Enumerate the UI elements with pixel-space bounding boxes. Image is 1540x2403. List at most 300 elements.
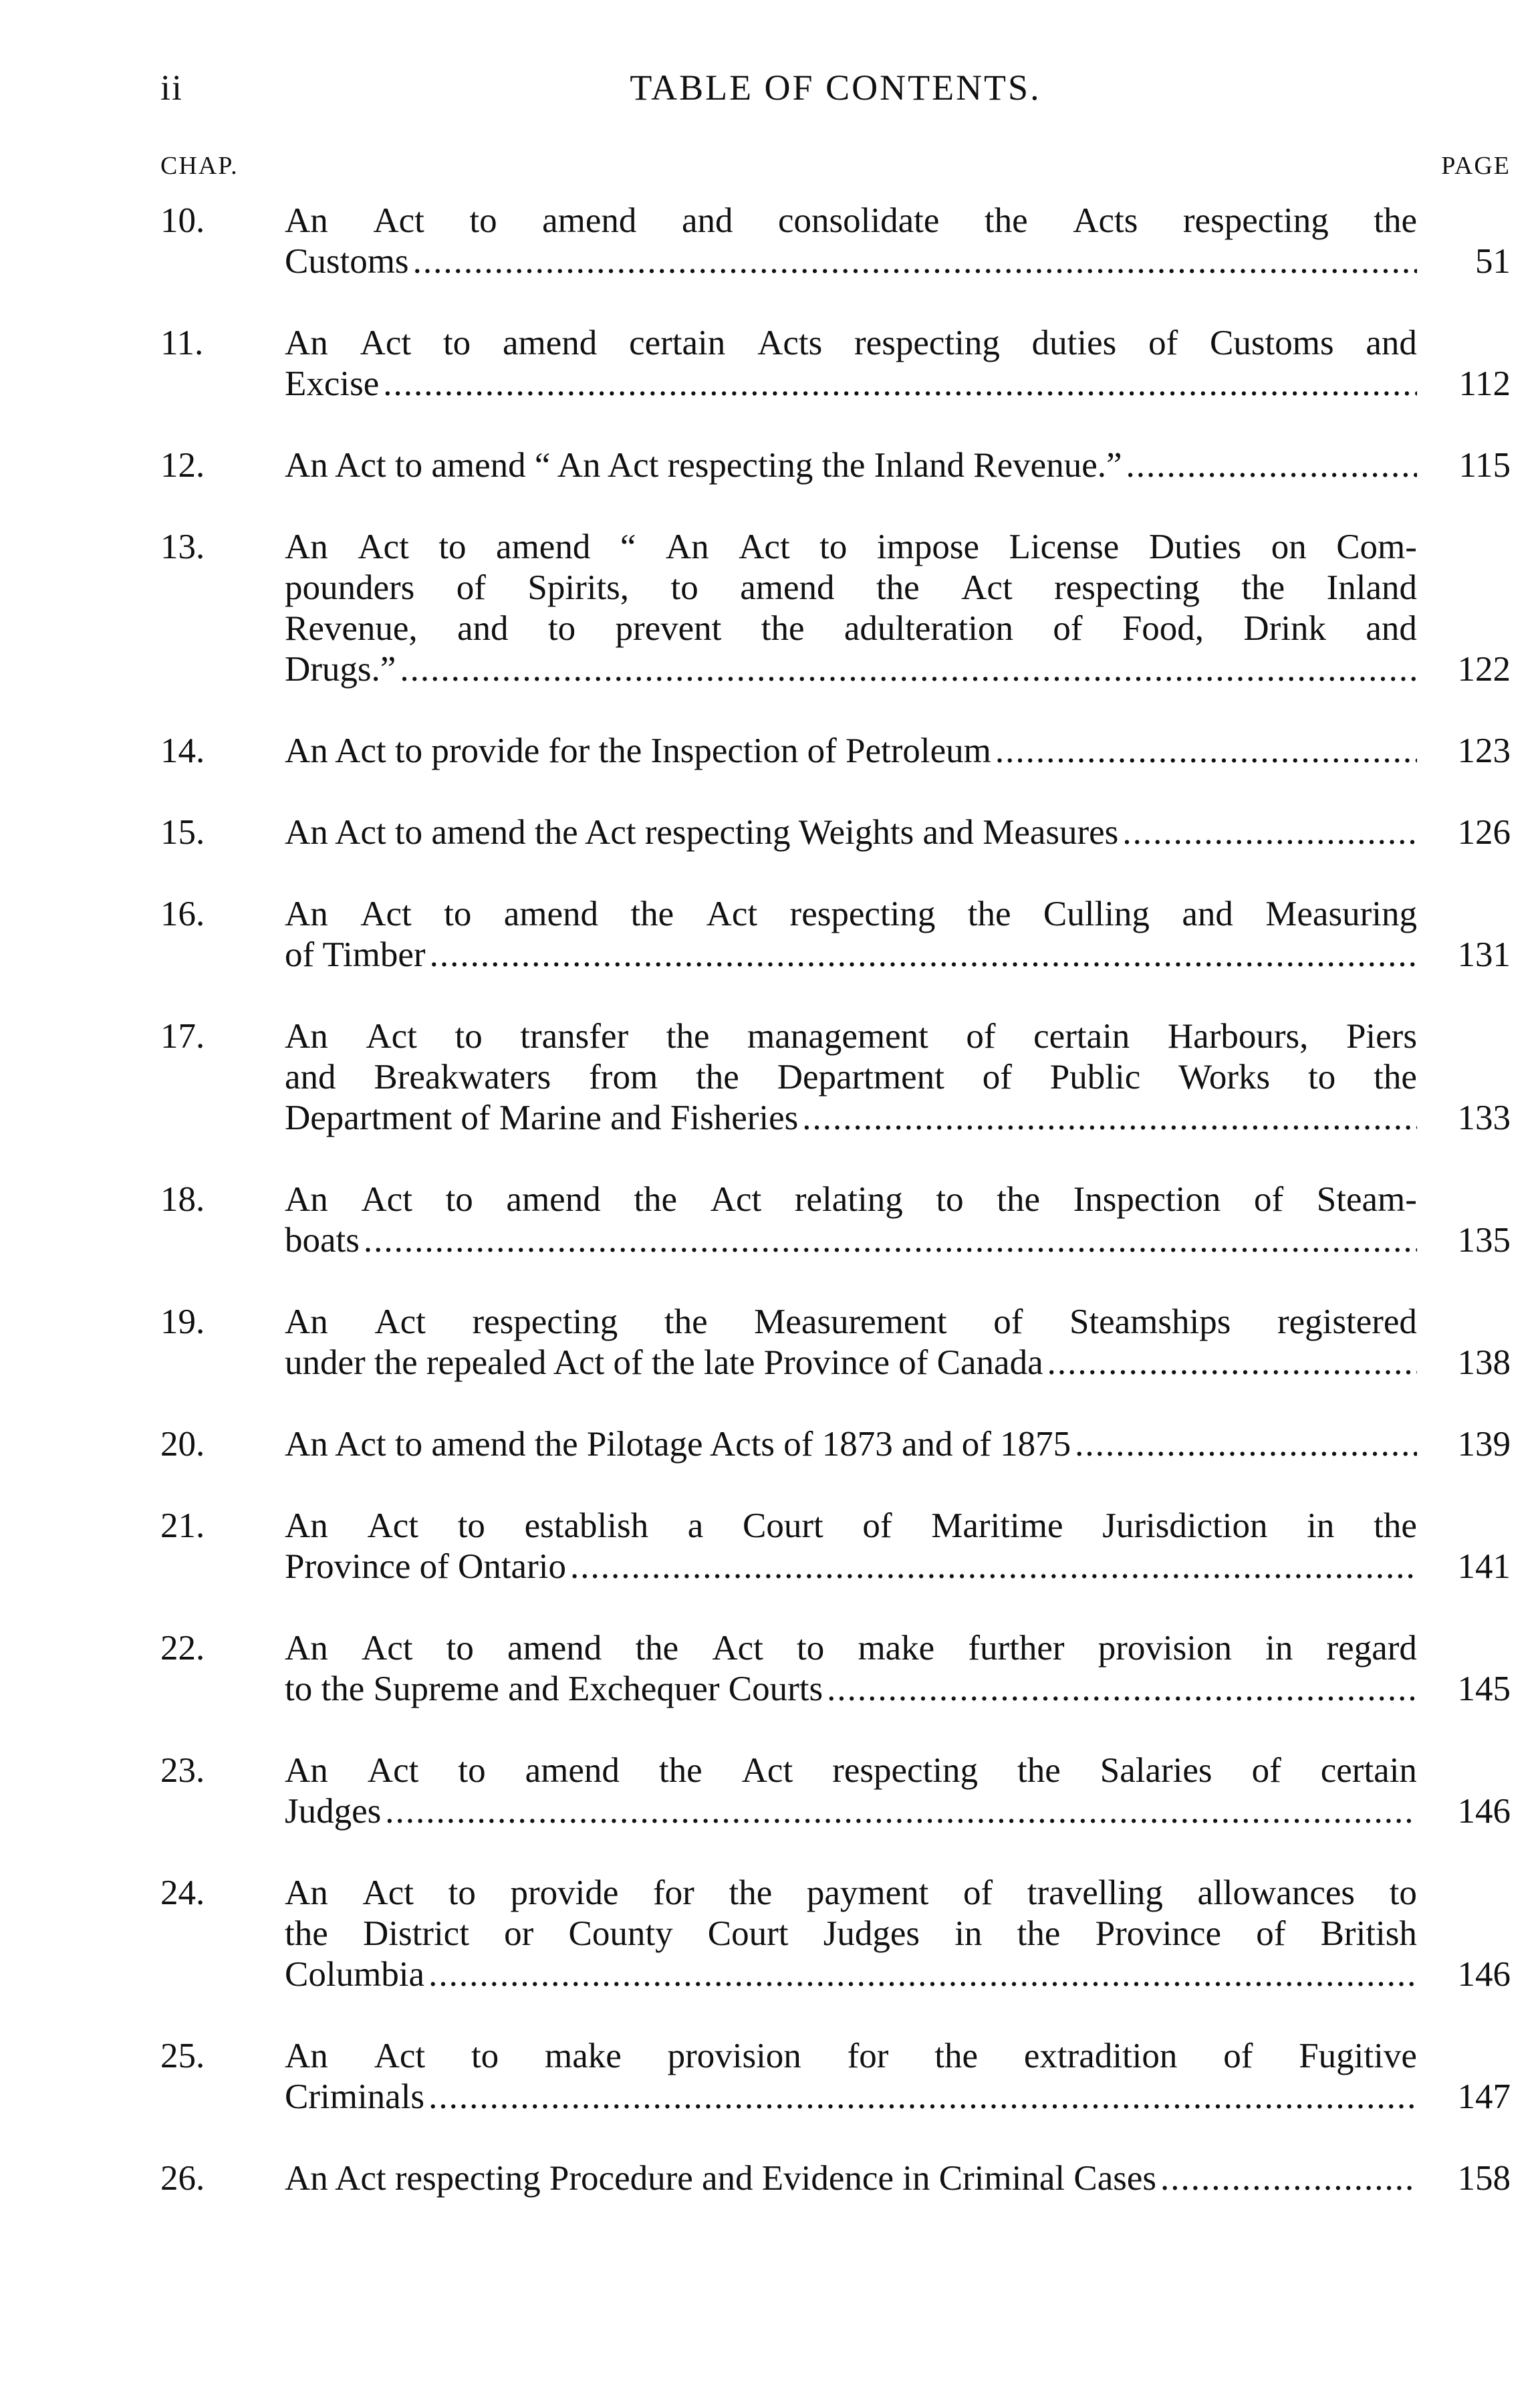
entry-word: Act (360, 324, 412, 362)
entry-word: amend (502, 324, 598, 362)
entry-line (285, 445, 1417, 486)
entry-word: to (442, 324, 471, 362)
entry-line (285, 1750, 1417, 1791)
toc-entry (160, 1506, 1511, 1587)
toc-entry (160, 894, 1511, 976)
entry-line-text: Department of Marine and Fisheries (285, 1099, 799, 1137)
entry-word: and (1366, 324, 1417, 362)
entry-word: further (968, 1629, 1065, 1668)
entry-word: respecting (854, 324, 1000, 362)
entry-word: An (285, 324, 328, 362)
entry-title (285, 812, 1417, 853)
entry-title (285, 1179, 1417, 1261)
entry-word: Food, (1122, 609, 1204, 648)
entry-word: in (1307, 1506, 1335, 1545)
entry-word: An (285, 1506, 328, 1545)
chapter-number: 13. (160, 528, 205, 566)
dot-leader (430, 935, 1417, 976)
entry-word: relating (794, 1180, 903, 1219)
entry-word: to (471, 2037, 499, 2075)
entry-line-text: Columbia (285, 1955, 425, 1994)
entry-word: Piers (1345, 1017, 1417, 1056)
dot-leader (364, 1220, 1417, 1261)
toc-entry (160, 1750, 1511, 1832)
dot-leader (1075, 1424, 1417, 1465)
entry-word: An (285, 1180, 328, 1219)
entry-word: Drink (1243, 609, 1327, 648)
entry-word: amend (740, 568, 835, 607)
entry-word: to (936, 1180, 964, 1219)
entry-word: Fugitive (1299, 2037, 1417, 2075)
entry-word: Department (777, 1058, 944, 1097)
entry-word: Court (743, 1506, 823, 1545)
entry-word: of (1251, 1751, 1281, 1790)
entry-word: of (966, 1017, 996, 1056)
toc-entry (160, 201, 1511, 282)
entry-word: payment (806, 1873, 929, 1912)
page-reference: 123 (1457, 731, 1511, 770)
dot-leader (827, 1669, 1417, 1710)
entry-word: transfer (520, 1017, 629, 1056)
entry-word: the (666, 1017, 710, 1056)
page-reference: 146 (1457, 1792, 1511, 1831)
entry-word: management (747, 1017, 928, 1056)
entry-word: An (285, 528, 328, 566)
entry-word: the (635, 1629, 679, 1668)
entry-word: Act (712, 1629, 763, 1668)
entry-word: Act (362, 1873, 414, 1912)
entry-line (285, 323, 1417, 364)
entry-word: respecting (472, 1302, 618, 1341)
running-head (160, 67, 1511, 120)
entry-word: the (761, 609, 805, 648)
dot-leader (1122, 812, 1417, 853)
page-reference: 146 (1457, 1955, 1511, 1994)
entry-word: extradition (1023, 2037, 1178, 2075)
entry-word: Customs (1210, 324, 1334, 362)
entry-word: Act (373, 201, 424, 240)
entry-word: the (1374, 201, 1417, 240)
entry-line (285, 568, 1417, 608)
dot-leader (383, 364, 1417, 405)
entry-line (285, 2077, 1417, 2118)
page-reference: 122 (1457, 650, 1511, 689)
entry-line-text: Excise (285, 364, 380, 403)
entry-word: Breakwaters (374, 1058, 551, 1097)
page-reference: 145 (1457, 1670, 1511, 1708)
chapter-number: 12. (160, 446, 205, 485)
dot-leader (802, 1098, 1417, 1139)
entry-word: of (862, 1506, 892, 1545)
entry-word: amend (503, 895, 599, 933)
entry-line-text: under the repealed Act of the late Province of Canada (285, 1343, 1043, 1382)
page-reference: 138 (1457, 1343, 1511, 1382)
entry-word: respecting (832, 1751, 978, 1790)
entry-word: Act (360, 895, 412, 933)
entry-title (285, 527, 1417, 690)
toc-entry (160, 1628, 1511, 1710)
chapter-number: 10. (160, 201, 205, 240)
entry-word: the (658, 1751, 702, 1790)
entry-word: prevent (615, 609, 722, 648)
page-reference: 133 (1457, 1099, 1511, 1137)
entry-line-text: Criminals (285, 2077, 425, 2116)
entry-title (285, 2158, 1417, 2199)
entry-word: Acts (757, 324, 823, 362)
entry-word: An (285, 2037, 328, 2075)
entry-line (285, 1424, 1417, 1465)
entry-line (285, 2158, 1417, 2199)
entry-word: amend (525, 1751, 620, 1790)
entry-word: and (285, 1058, 336, 1097)
dot-leader (995, 731, 1417, 772)
toc-entry (160, 1424, 1511, 1465)
entry-word: Court (707, 1914, 789, 1953)
chapter-number: 18. (160, 1180, 205, 1219)
entry-word: to (457, 1506, 485, 1545)
entry-word: provision (1098, 1629, 1232, 1668)
entry-word: the (729, 1873, 773, 1912)
entry-line-text: An Act to amend the Act respecting Weights and Measures (285, 813, 1119, 852)
entry-word: Act (706, 895, 758, 933)
dot-leader (413, 241, 1417, 282)
entry-word: Steam- (1316, 1180, 1417, 1219)
entry-word: make (858, 1629, 935, 1668)
entry-word: to (547, 609, 576, 648)
chapter-number: 14. (160, 731, 205, 770)
entry-title (285, 1302, 1417, 1383)
entry-word: and (457, 609, 509, 648)
entry-word: Works (1178, 1058, 1271, 1097)
entry-word: impose (876, 528, 980, 566)
entry-word: the (664, 1302, 708, 1341)
entry-word: Culling (1043, 895, 1150, 933)
dot-leader (428, 2077, 1417, 2118)
entry-word: Act (366, 1017, 417, 1056)
toc-entry (160, 445, 1511, 486)
toc-entry (160, 323, 1511, 405)
entry-word: An (285, 895, 328, 933)
entry-line (285, 894, 1417, 935)
entry-word: amend (496, 528, 591, 566)
entry-title (285, 731, 1417, 772)
entry-line (285, 1302, 1417, 1343)
entry-word: adulteration (844, 609, 1013, 648)
entry-word: to (1308, 1058, 1336, 1097)
entry-word: consolidate (778, 201, 940, 240)
entry-word: of (1223, 2037, 1253, 2075)
entry-word: make (544, 2037, 622, 2075)
entry-word: the (876, 568, 920, 607)
chapter-number: 25. (160, 2037, 205, 2075)
entry-line-text: to the Supreme and Exchequer Courts (285, 1670, 823, 1708)
entry-word: Act (367, 1751, 419, 1790)
entry-word: of (993, 1302, 1023, 1341)
entry-line (285, 731, 1417, 772)
entry-line (285, 1506, 1417, 1547)
entry-word: amend (506, 1180, 601, 1219)
entry-word: the (1374, 1506, 1417, 1545)
entry-line (285, 1547, 1417, 1587)
entry-line (285, 1343, 1417, 1383)
entry-title (285, 1506, 1417, 1587)
entry-word: Com- (1336, 528, 1417, 566)
entry-word: An (285, 1302, 328, 1341)
entry-line-text: An Act respecting Procedure and Evidence in Criminal Cases (285, 2159, 1157, 2198)
chapter-number: 20. (160, 1425, 205, 1464)
toc-entry (160, 1302, 1511, 1383)
entry-word: Inland (1326, 568, 1417, 607)
entry-title (285, 1750, 1417, 1832)
entry-word: the (1017, 1914, 1061, 1953)
entry-word: for (653, 1873, 694, 1912)
entry-word: to (446, 1629, 474, 1668)
entry-word: Act (710, 1180, 762, 1219)
entry-word: of (456, 568, 486, 607)
entry-title (285, 1628, 1417, 1710)
entry-word: in (954, 1914, 983, 1953)
entry-line-text: Province of Ontario (285, 1547, 566, 1586)
entry-line (285, 935, 1417, 976)
entry-word: to (797, 1629, 825, 1668)
entry-word: the (634, 1180, 678, 1219)
page-reference: 147 (1457, 2077, 1511, 2116)
page-number: ii (160, 68, 184, 108)
entry-word: Public (1049, 1058, 1141, 1097)
entry-word: Act (361, 1180, 412, 1219)
entry-word: respecting (1182, 201, 1329, 240)
page-reference: 115 (1458, 446, 1511, 485)
page-reference: 131 (1457, 935, 1511, 974)
entry-line (285, 812, 1417, 853)
chapter-number: 22. (160, 1629, 205, 1668)
entry-word: to (444, 895, 472, 933)
dot-leader (385, 1791, 1417, 1832)
toc-entry (160, 1873, 1511, 1995)
entry-line (285, 2036, 1417, 2077)
page-reference: 112 (1458, 364, 1511, 403)
entry-title (285, 445, 1417, 486)
entry-word: on (1271, 528, 1307, 566)
toc-entry (160, 731, 1511, 772)
dot-leader (428, 1954, 1417, 1995)
entry-line (285, 649, 1417, 690)
entry-word: to (819, 528, 848, 566)
page-reference: 51 (1475, 242, 1511, 281)
entry-line-text: Judges (285, 1792, 382, 1831)
entry-line (285, 1098, 1417, 1139)
entry-word: to (469, 201, 497, 240)
entry-line-text: An Act to amend the Pilotage Acts of 1873 and of 1875 (285, 1425, 1071, 1464)
entry-word: Steamships (1069, 1302, 1231, 1341)
page-reference: 141 (1457, 1547, 1511, 1586)
toc-entry (160, 2158, 1511, 2199)
entry-word: of (982, 1058, 1012, 1097)
chapter-number: 23. (160, 1751, 205, 1790)
entry-word: of (963, 1873, 993, 1912)
entry-word: District (362, 1914, 469, 1953)
entry-word: to (455, 1017, 483, 1056)
entry-word: An (285, 201, 328, 240)
toc-entry (160, 2036, 1511, 2118)
entry-word: Act (367, 1506, 418, 1545)
chapter-column-heading: CHAP. (160, 152, 239, 180)
entry-word: and (681, 201, 733, 240)
toc-entry (160, 527, 1511, 690)
entry-word: a (687, 1506, 704, 1545)
entry-word: certain (1033, 1017, 1130, 1056)
entry-line (285, 1954, 1417, 1995)
entry-word: Acts (1073, 201, 1138, 240)
entry-word: to (670, 568, 698, 607)
entry-title (285, 323, 1417, 405)
entry-word: provision (667, 2037, 801, 2075)
entry-word: An (285, 1017, 328, 1056)
entry-word: the (285, 1914, 328, 1953)
page-reference: 139 (1457, 1425, 1511, 1464)
entry-word: to (1389, 1873, 1417, 1912)
entry-word: License (1009, 528, 1120, 566)
entry-word: and (1182, 895, 1233, 933)
entry-line (285, 1791, 1417, 1832)
entry-word: the (1241, 568, 1285, 607)
entry-line (285, 1669, 1417, 1710)
chapter-number: 16. (160, 895, 205, 933)
entry-word: County (568, 1914, 673, 1953)
entry-word: to (438, 528, 467, 566)
entry-word: amend (542, 201, 637, 240)
entry-word: An (665, 528, 709, 566)
entry-line (285, 1873, 1417, 1914)
entry-word: certain (1320, 1751, 1417, 1790)
entry-word: pounders (285, 568, 415, 607)
entry-word: Measurement (754, 1302, 947, 1341)
entry-word: Duties (1148, 528, 1242, 566)
entry-word: “ (620, 528, 636, 566)
page-reference: 158 (1457, 2159, 1511, 2198)
entry-word: in (1265, 1629, 1293, 1668)
entry-word: An (285, 1751, 328, 1790)
entry-word: amend (507, 1629, 602, 1668)
entry-word: of (1053, 609, 1083, 648)
entry-word: British (1320, 1914, 1417, 1953)
entry-word: Harbours, (1167, 1017, 1309, 1056)
entry-line (285, 364, 1417, 405)
dot-leader (570, 1547, 1417, 1587)
entry-word: Province (1095, 1914, 1221, 1953)
entry-word: Act (961, 568, 1013, 607)
entry-word: from (589, 1058, 658, 1097)
entry-line-text: Drugs.” (285, 650, 396, 689)
entry-line (285, 1220, 1417, 1261)
entry-word: travelling (1027, 1873, 1163, 1912)
entry-line-text: of Timber (285, 935, 426, 974)
column-headings (160, 151, 1511, 185)
entry-word: to (448, 1873, 476, 1912)
chapter-number: 26. (160, 2159, 205, 2198)
entry-title (285, 894, 1417, 976)
entry-word: the (630, 895, 674, 933)
page-reference: 135 (1457, 1221, 1511, 1260)
toc-entry (160, 812, 1511, 853)
entry-word: Act (739, 528, 790, 566)
entry-line (285, 527, 1417, 568)
entry-word: the (934, 2037, 978, 2075)
entry-word: Act (358, 528, 409, 566)
entry-word: respecting (789, 895, 936, 933)
dot-leader (1160, 2158, 1417, 2199)
entry-word: provide (510, 1873, 619, 1912)
entry-line-text: An Act to provide for the Inspection of Petroleum (285, 731, 991, 770)
entry-title (285, 1424, 1417, 1465)
entry-word: An (285, 1629, 328, 1668)
chapter-number: 17. (160, 1017, 205, 1056)
entry-word: Salaries (1100, 1751, 1212, 1790)
page-reference: 126 (1457, 813, 1511, 852)
entry-word: establish (524, 1506, 649, 1545)
entry-word: Act (374, 1302, 426, 1341)
toc-entry (160, 1016, 1511, 1139)
entry-word: Act (361, 1629, 413, 1668)
entry-word: the (984, 201, 1028, 240)
entry-word: Jurisdiction (1102, 1506, 1268, 1545)
entry-word: Act (374, 2037, 426, 2075)
entry-word: to (458, 1751, 486, 1790)
entry-word: for (847, 2037, 889, 2075)
entry-word: the (967, 895, 1011, 933)
chapter-number: 15. (160, 813, 205, 852)
entry-word: Measuring (1265, 895, 1417, 933)
entry-word: Spirits, (527, 568, 630, 607)
entry-word: of (1256, 1914, 1286, 1953)
entry-word: certain (629, 324, 726, 362)
entry-title (285, 1873, 1417, 1995)
entry-word: duties (1031, 324, 1117, 362)
entry-word: the (696, 1058, 739, 1097)
chapter-number: 19. (160, 1302, 205, 1341)
entry-word: Act (741, 1751, 793, 1790)
entry-line (285, 608, 1417, 649)
page-title: TABLE OF CONTENTS. (630, 68, 1041, 108)
entry-word: Judges (823, 1914, 920, 1953)
dot-leader (1047, 1343, 1417, 1383)
entry-word: to (445, 1180, 473, 1219)
chapter-number: 21. (160, 1506, 205, 1545)
entry-word: registered (1277, 1302, 1417, 1341)
entry-word: respecting (1054, 568, 1200, 607)
entry-word: and (1366, 609, 1417, 648)
entry-line (285, 1057, 1417, 1098)
entry-title (285, 201, 1417, 282)
entry-word: allowances (1197, 1873, 1355, 1912)
entry-title (285, 2036, 1417, 2118)
entry-line (285, 241, 1417, 282)
toc-entry (160, 1179, 1511, 1261)
entry-line-text: boats (285, 1221, 360, 1260)
entry-word: Revenue, (285, 609, 418, 648)
entry-line (285, 1628, 1417, 1669)
chapter-number: 11. (160, 324, 204, 362)
page-column-heading: PAGE (1441, 152, 1511, 180)
entry-word: the (1374, 1058, 1417, 1097)
entry-word: regard (1326, 1629, 1417, 1668)
entry-word: Maritime (931, 1506, 1063, 1545)
entry-word: An (285, 1873, 328, 1912)
entry-word: the (1017, 1751, 1061, 1790)
chapter-number: 24. (160, 1873, 205, 1912)
entry-line-text: An Act to amend “ An Act respecting the Inland Revenue.” (285, 446, 1122, 485)
entry-line (285, 201, 1417, 241)
